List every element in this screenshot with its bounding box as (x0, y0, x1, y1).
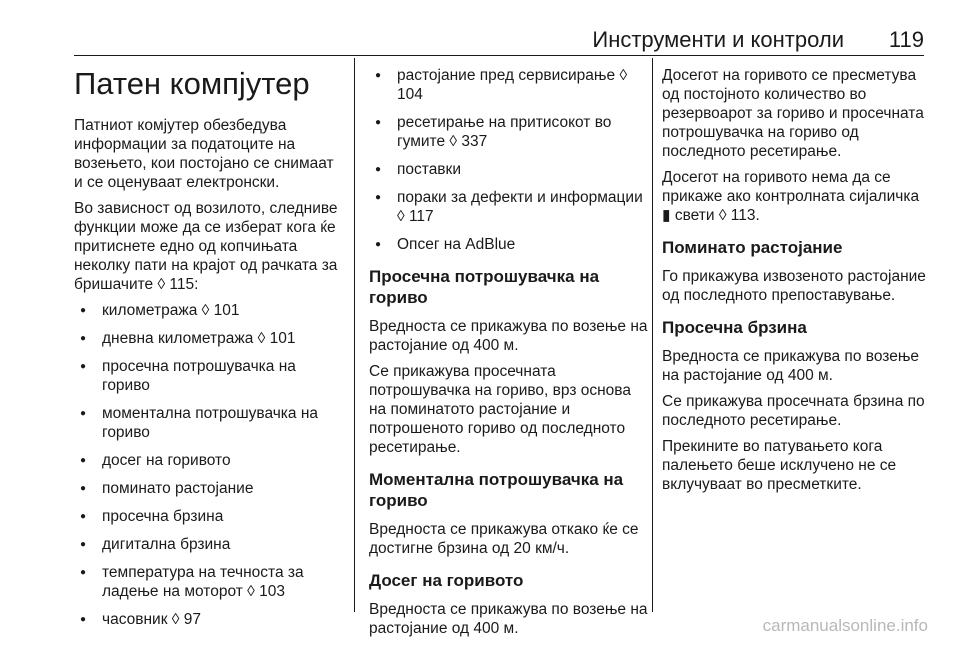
paragraph: Досегот на горивото нема да се прикаже ако контролната сијаличка ▮ свети ◊ 113. (662, 169, 920, 224)
column-1 (74, 58, 344, 641)
section-heading: Моментална потрошувачка на гориво (369, 470, 624, 510)
list-item: ● пораки за дефекти и информации ◊ 117 (369, 188, 651, 226)
header-rule (74, 55, 924, 56)
list-item: ● километража ◊ 101 (74, 301, 344, 320)
section-heading: Досег на горивото (369, 571, 524, 590)
column-2 (369, 58, 651, 645)
page-header (0, 0, 960, 64)
functions-paragraph: Во зависност од возилото, следниве функции може да се изберат кога ќе притиснете едно од копчињата неколку пати на крајот од рачката за бришачите ◊ 115: (74, 200, 338, 293)
section-heading: Просечна потрошувачка на гориво (369, 267, 600, 307)
list-item: ● температура на течноста за ладење на моторот ◊ 103 (74, 563, 344, 601)
paragraph: Вредноста се прикажува откако ќе се достигне брзина од 20 км/ч. (369, 521, 639, 557)
watermark: carmanualsonline.info (762, 616, 928, 635)
paragraph: Вредноста се прикажува по возење на растојание од 400 м. (662, 348, 920, 384)
paragraph: Се прикажува просечната потрошувачка на гориво, врз основа на поминатото растојание и потрошеното гориво од последното ресетирање. (369, 363, 631, 456)
list-item: ● поминато растојание (74, 479, 344, 498)
list-item: ● растојание пред сервисирање ◊ 104 (369, 66, 651, 104)
list-item: ● ресетирање на притисокот во гумите ◊ 337 (369, 113, 651, 151)
paragraph: Вредноста се прикажува по возење на растојание од 400 м. (369, 601, 648, 637)
paragraph: Го прикажува извозеното растојание од последното препоставување. (662, 268, 926, 304)
paragraph: Прекините во патувањето кога палењето беше исклучено не се вклучуваат во пресметките. (662, 438, 897, 493)
list-item: ● дигитална брзина (74, 535, 344, 554)
column-divider (354, 58, 355, 612)
list-item: ● просечна брзина (74, 507, 344, 526)
list-item: ● досег на горивото (74, 451, 344, 470)
function-list-continued (369, 66, 651, 254)
page-title: Патен компјутер (74, 66, 310, 101)
paragraph: Се прикажува просечната брзина по последното ресетирање. (662, 393, 925, 429)
section-heading: Просечна брзина (662, 318, 807, 337)
function-list (74, 301, 344, 629)
list-item: ● моментална потрошувачка на гориво (74, 404, 344, 442)
list-item: ● часовник ◊ 97 (74, 610, 344, 629)
list-item: ● дневна километража ◊ 101 (74, 329, 344, 348)
column-divider (652, 58, 653, 612)
intro-paragraph: Патниот комјутер обезбедува информации за податоците на возењето, кои постојано се снимаат и се оценуваат електронски. (74, 117, 334, 191)
paragraph: Вредноста се прикажува по возење на растојание од 400 м. (369, 318, 648, 354)
paragraph: Досегот на горивото се пресметува од постојното количество во резервоарот за гориво и просечната потрошувачка на гориво од последното ресетирање. (662, 67, 924, 160)
section-heading: Поминато растојание (662, 238, 843, 257)
list-item: ● поставки (369, 160, 651, 179)
list-item: ● просечна потрошувачка на гориво (74, 357, 344, 395)
section-title: Инструменти и контроли (592, 27, 844, 52)
page-number: 119 (888, 27, 924, 52)
column-3 (662, 58, 928, 501)
list-item: ● Опсег на AdBlue (369, 235, 651, 254)
